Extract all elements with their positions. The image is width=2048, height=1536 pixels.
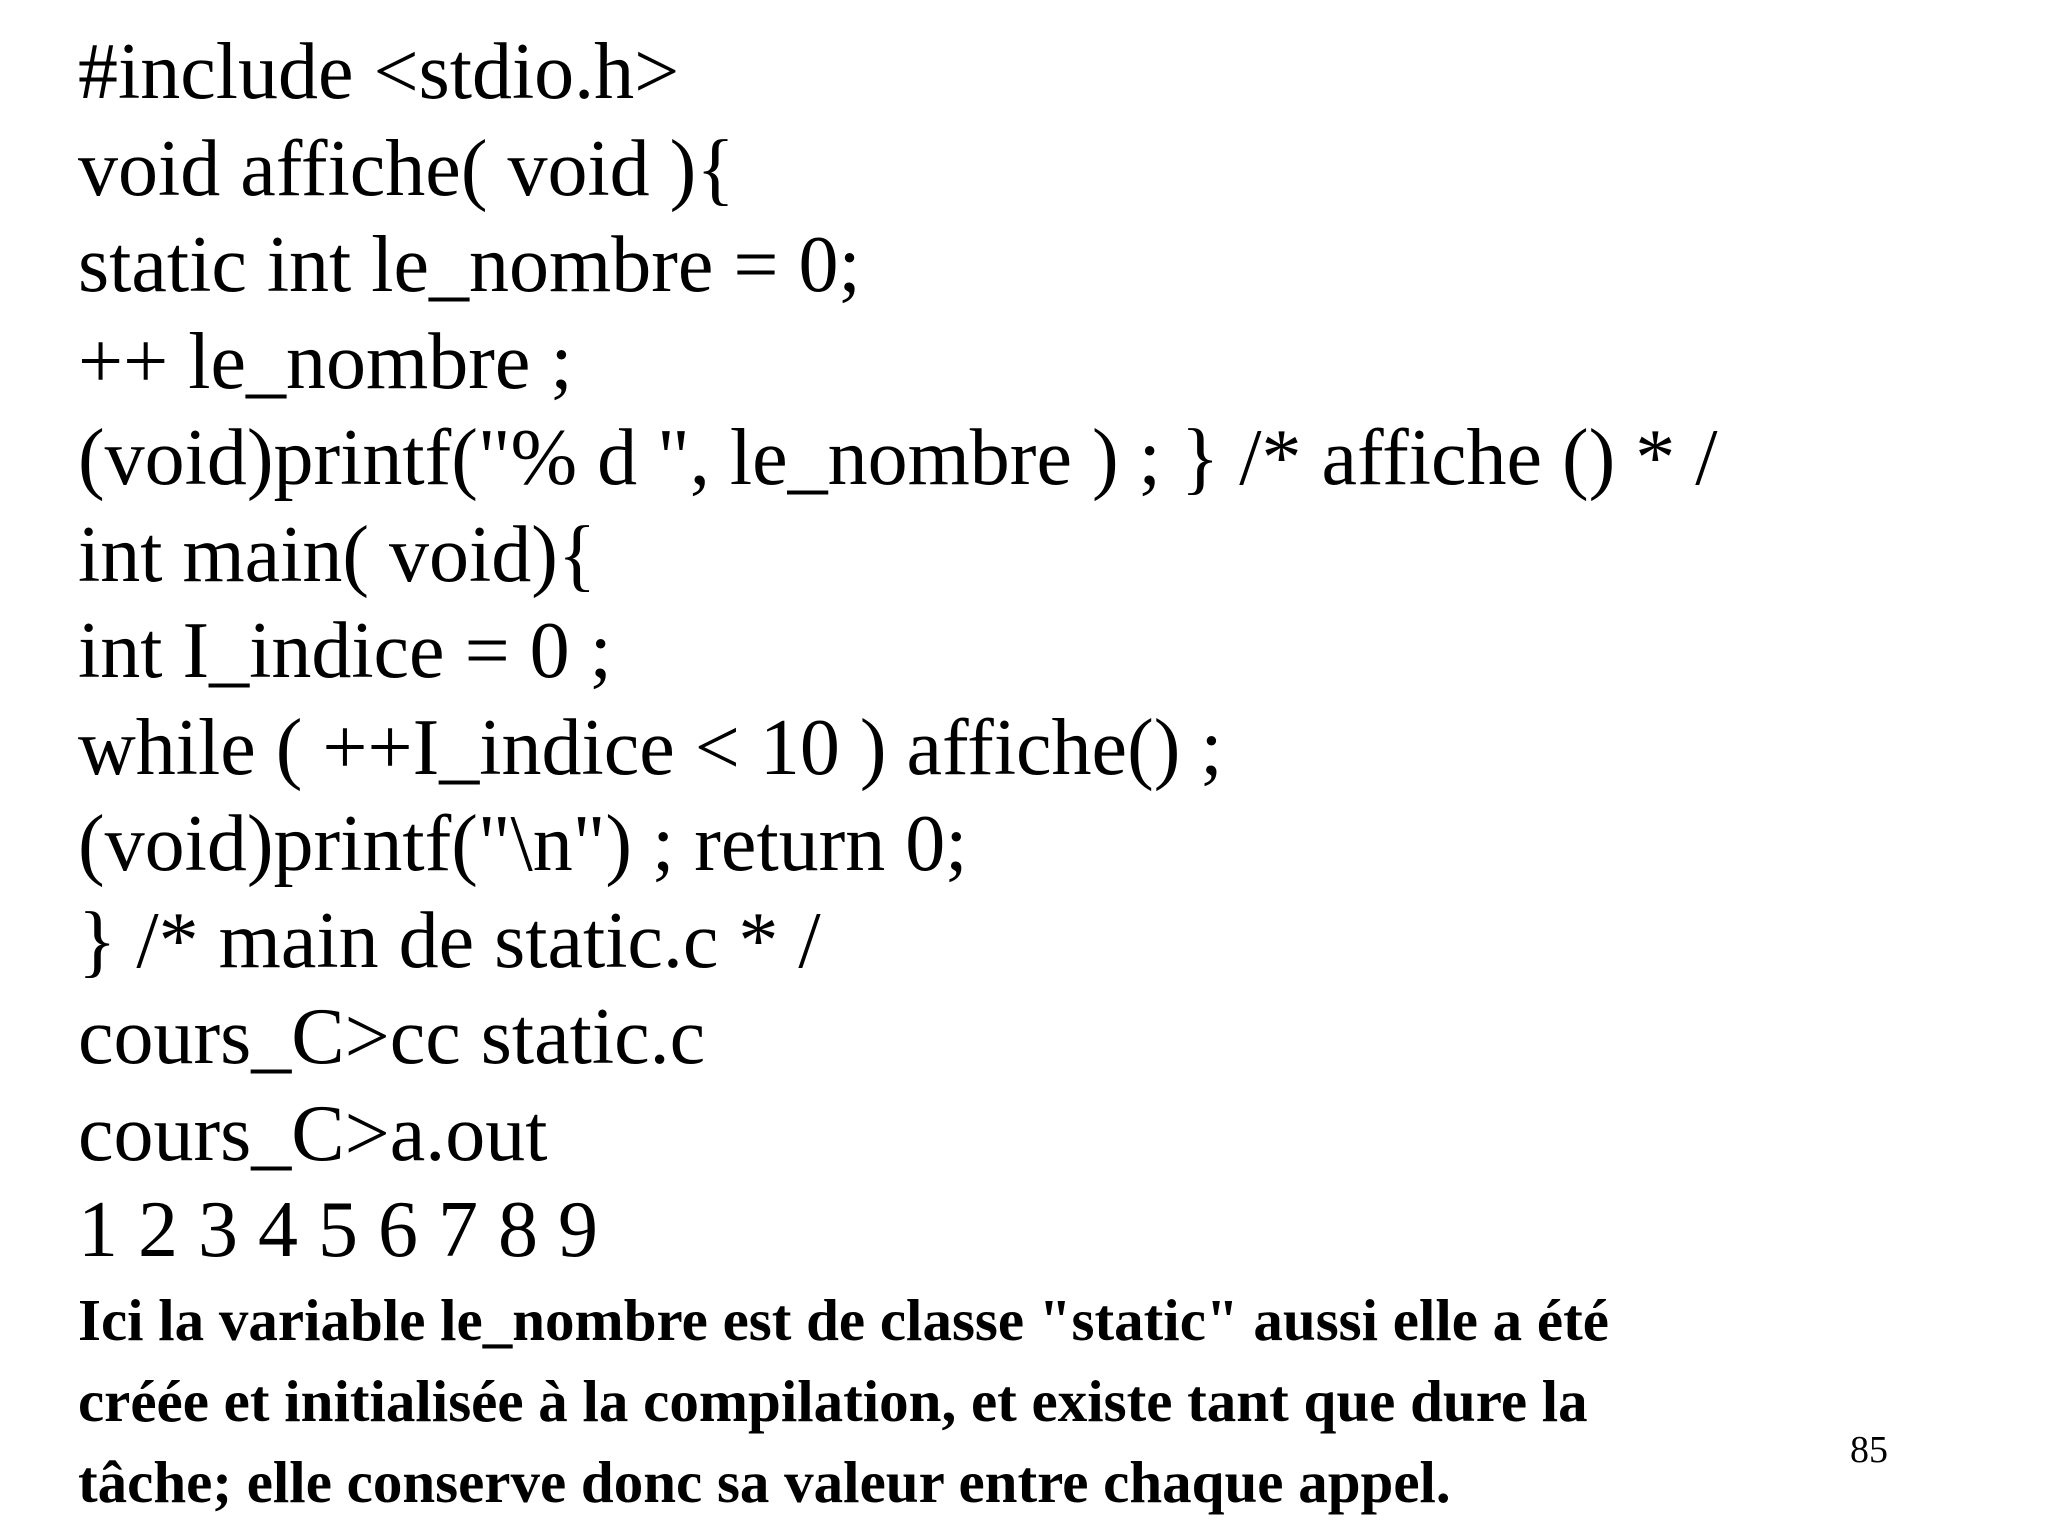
explanation-paragraph [78, 1280, 1898, 1523]
code-line-printf-number: (void)printf("% d ", le_nombre ) ; } /* affiche () * / [78, 414, 1718, 502]
code-line-while-loop: while ( ++I_indice < 10 ) affiche() ; [78, 703, 1223, 792]
code-line-indice-declaration: int I_indice = 0 ; [78, 607, 612, 695]
explanation-line: Ici la variable le_nombre est de classe "static" aussi elle a été [78, 1287, 1609, 1353]
code-line-increment: ++ le_nombre ; [78, 317, 573, 406]
code-line-include: #include <stdio.h> [78, 28, 680, 116]
code-line-printf-newline: (void)printf("\n") ; return 0; [78, 800, 968, 888]
code-line-affiche-signature: void affiche( void ){ [78, 124, 735, 213]
terminal-compile-command: cours_C>cc static.c [78, 993, 706, 1081]
code-listing [78, 24, 1958, 1279]
program-output: 1 2 3 4 5 6 7 8 9 [78, 1186, 598, 1274]
code-line-main-end: } /* main de static.c * / [78, 896, 821, 985]
terminal-run-command: cours_C>a.out [78, 1089, 548, 1178]
explanation-line: tâche; elle conserve donc sa valeur entre chaque appel. [78, 1449, 1451, 1515]
page-number: 85 [1850, 1429, 1888, 1471]
explanation-line: créée et initialisée à la compilation, et existe tant que dure la [78, 1368, 1588, 1434]
code-line-main-signature: int main( void){ [78, 510, 597, 599]
code-line-static-declaration: static int le_nombre = 0; [78, 221, 861, 309]
